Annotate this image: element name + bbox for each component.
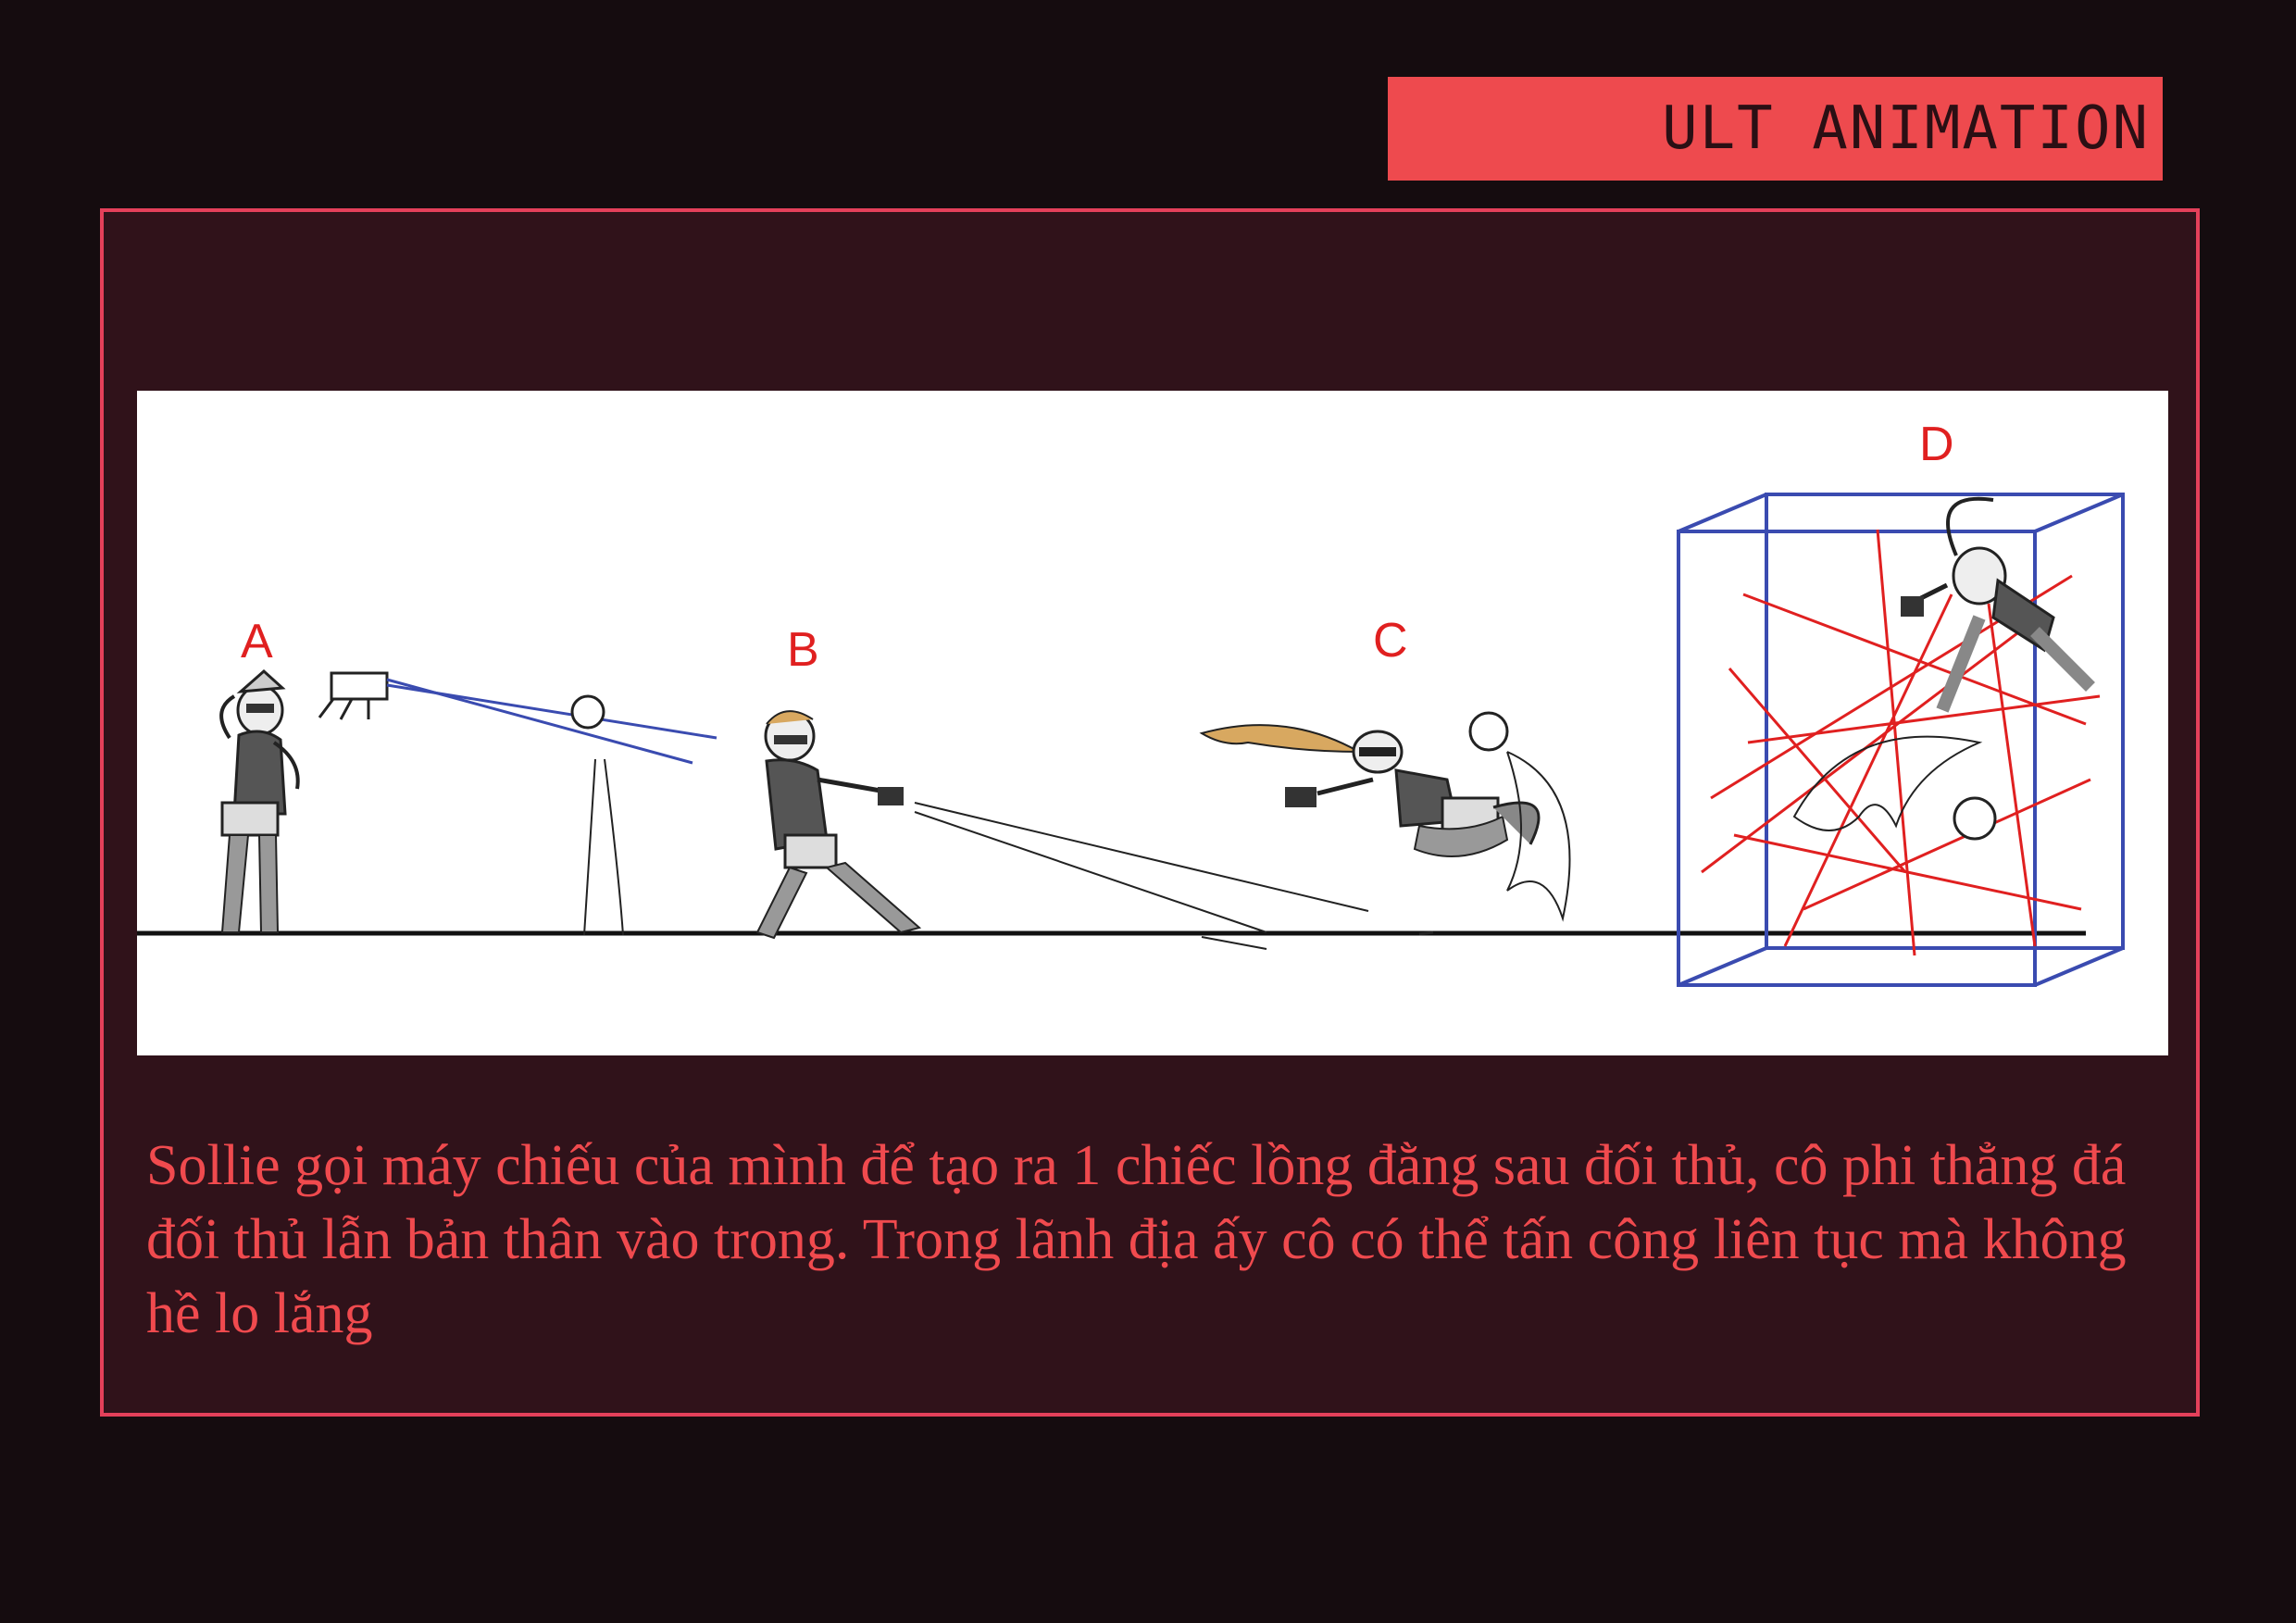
title-banner	[1388, 77, 2163, 181]
frame-c-drawing	[1202, 614, 1570, 934]
storyboard-illustration	[137, 391, 2168, 1055]
frame-label-c: C	[1373, 614, 1408, 668]
frame-label-a: A	[241, 615, 273, 668]
frame-d-drawing	[1678, 418, 2123, 985]
description-text: Sollie gọi máy chiếu của mình để tạo ra 1 chiếc lồng đằng sau đối thủ, cô phi thẳng đá đối thủ lẫn bản thân vào trong. Trong lãnh địa ấy cô có thể tấn công liên tục mà không hề lo lắng	[146, 1134, 2127, 1345]
frame-label-d: D	[1919, 418, 1954, 471]
content-frame	[100, 208, 2200, 1417]
frame-b-drawing	[757, 623, 1368, 949]
page-title: ULT ANIMATION	[1662, 94, 2150, 163]
frame-a-drawing	[221, 615, 717, 935]
frame-label-b: B	[787, 623, 819, 677]
